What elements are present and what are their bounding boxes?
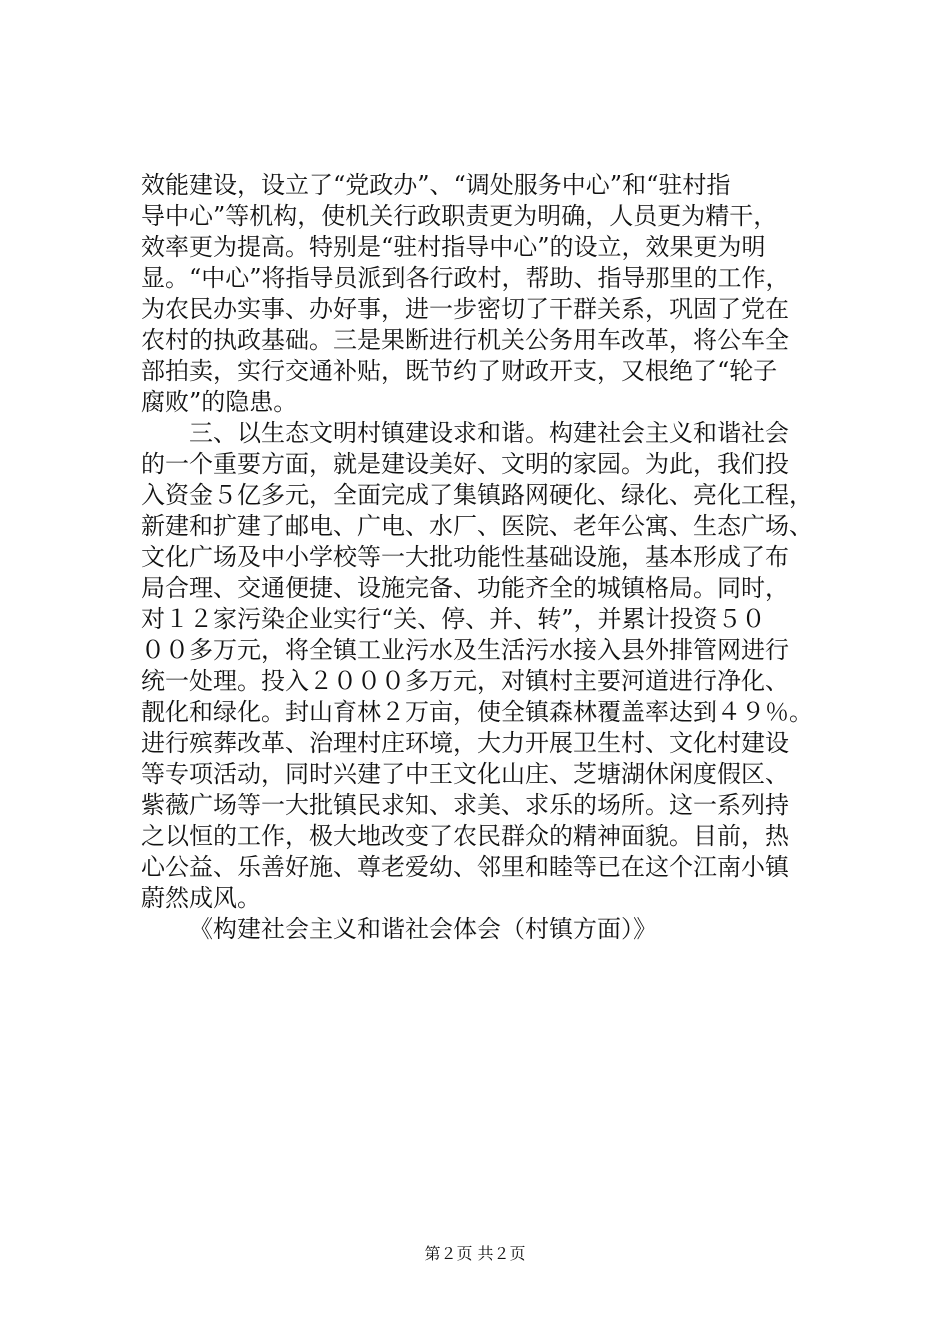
document-body [141, 170, 821, 945]
text-line: 靓化和绿化。封山育林２万亩，使全镇森林覆盖率达到４９％。 [141, 698, 813, 726]
document-title-line: 《构建社会主义和谐社会体会（村镇方面）》 [189, 915, 657, 943]
text-line: 腐败”的隐患。 [141, 388, 298, 416]
text-line: 之以恒的工作，极大地改变了农民群众的精神面貌。目前，热 [141, 822, 789, 850]
text-line: 入资金５亿多元，全面完成了集镇路网硬化、绿化、亮化工程， [141, 481, 813, 509]
text-line: 的一个重要方面，就是建设美好、文明的家园。为此，我们投 [141, 450, 789, 478]
text-line: 进行殡葬改革、治理村庄环境，大力开展卫生村、文化村建设 [141, 729, 789, 757]
text-line: 紫薇广场等一大批镇民求知、求美、求乐的场所。这一系列持 [141, 791, 789, 819]
text-line: 局合理、交通便捷、设施完备、功能齐全的城镇格局。同时， [141, 574, 789, 602]
text-line: 导中心”等机构，使机关行政职责更为明确，人员更为精干， [141, 202, 778, 230]
text-line: 蔚然成风。 [141, 884, 261, 912]
text-line: 对１２家污染企业实行“关、停、并、转”，并累计投资５０ [141, 605, 766, 633]
text-line: 为农民办实事、办好事，进一步密切了干群关系，巩固了党在 [141, 295, 789, 323]
text-line: 文化广场及中小学校等一大批功能性基础设施，基本形成了布 [141, 543, 789, 571]
text-line: ００多万元，将全镇工业污水及生活污水接入县外排管网进行 [141, 636, 789, 664]
text-line: 效率更为提高。特别是“驻村指导中心”的设立，效果更为明 [141, 233, 766, 261]
text-line: 农村的执政基础。三是果断进行机关公务用车改革，将公车全 [141, 326, 789, 354]
section-heading-line: 三、以生态文明村镇建设求和谐。构建社会主义和谐社会 [189, 419, 789, 447]
text-line: 心公益、乐善好施、尊老爱幼、邻里和睦等已在这个江南小镇 [141, 853, 789, 881]
text-line: 等专项活动，同时兴建了中王文化山庄、芝塘湖休闲度假区、 [141, 760, 789, 788]
text-line: 新建和扩建了邮电、广电、水厂、医院、老年公寓、生态广场、 [141, 512, 813, 540]
text-line: 显。“中心”将指导员派到各行政村，帮助、指导那里的工作， [141, 264, 790, 292]
text-line: 统一处理。投入２０００多万元，对镇村主要河道进行净化、 [141, 667, 789, 695]
page-number-footer: 第２页 共２页 [424, 1244, 526, 1263]
text-line: 部拍卖，实行交通补贴，既节约了财政开支，又根绝了“轮子 [141, 357, 778, 385]
text-line: 效能建设，设立了“党政办”、“调处服务中心”和“驻村指 [141, 171, 731, 199]
